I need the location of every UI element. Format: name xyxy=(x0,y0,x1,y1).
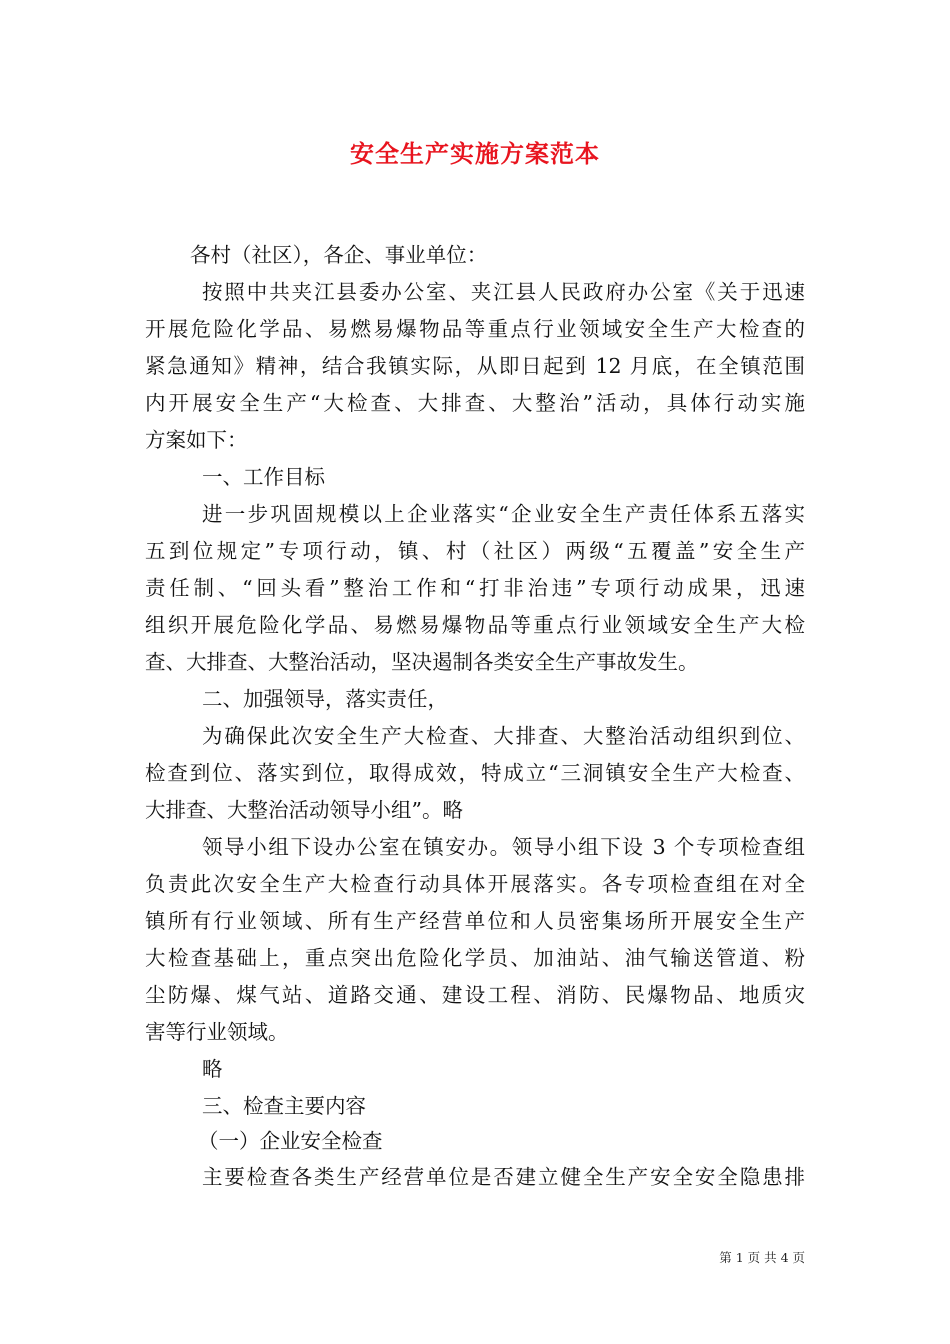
salutation: 各村（社区），各企、事业单位： xyxy=(190,243,488,267)
paragraph-line: 尘防爆、煤气站、道路交通、建设工程、消防、民爆物品、地质灾 xyxy=(145,983,805,1007)
paragraph-line: 负责此次安全生产大检查行动具体开展落实。各专项检查组在对全 xyxy=(145,872,805,896)
paragraph-line: 主要检查各类生产经营单位是否建立健全生产安全安全隐患排 xyxy=(202,1165,805,1189)
paragraph-line: 略 xyxy=(202,1057,223,1081)
paragraph-line: 大排查、大整治活动领导小组”。略 xyxy=(145,798,463,822)
paragraph-line: 查、大排查、大整治活动，坚决遏制各类安全生产事故发生。 xyxy=(145,650,699,674)
paragraph-line: 为确保此次安全生产大检查、大排查、大整治活动组织到位、 xyxy=(202,724,805,748)
paragraph-line: 进一步巩固规模以上企业落实“企业安全生产责任体系五落实 xyxy=(202,502,805,526)
page-number: 第 1 页 共 4 页 xyxy=(719,1250,805,1265)
paragraph-line: 紧急通知》精神，结合我镇实际，从即日起到 12 月底，在全镇范围 xyxy=(145,354,805,378)
paragraph-line: 方案如下： xyxy=(145,428,248,452)
paragraph-line: 检查到位、落实到位，取得成效，特成立“三洞镇安全生产大检查、 xyxy=(145,761,805,785)
paragraph-line: 责任制、“回头看”整治工作和“打非治违”专项行动成果，迅速 xyxy=(145,576,805,600)
paragraph-line: 内开展安全生产“大检查、大排查、大整治”活动，具体行动实施 xyxy=(145,391,805,415)
subsection-heading: （一）企业安全检查 xyxy=(198,1129,383,1153)
paragraph-line: 组织开展危险化学品、易燃易爆物品等重点行业领域安全生产大检 xyxy=(145,613,805,637)
document-title: 安全生产实施方案范本 xyxy=(350,139,600,168)
section-heading: 二、加强领导，落实责任， xyxy=(202,687,448,711)
section-heading: 一、工作目标 xyxy=(202,465,325,489)
paragraph-line: 害等行业领域。 xyxy=(145,1020,289,1044)
paragraph-line: 镇所有行业领域、所有生产经营单位和人员密集场所开展安全生产 xyxy=(145,909,805,933)
paragraph-line: 五到位规定”专项行动，镇、村（社区）两级“五覆盖”安全生产 xyxy=(145,539,805,563)
section-heading: 三、检查主要内容 xyxy=(202,1094,366,1118)
paragraph-line: 按照中共夹江县委办公室、夹江县人民政府办公室《关于迅速 xyxy=(202,280,805,304)
paragraph-line: 开展危险化学品、易燃易爆物品等重点行业领域安全生产大检查的 xyxy=(145,317,805,341)
paragraph-line: 领导小组下设办公室在镇安办。领导小组下设 3 个专项检查组 xyxy=(202,835,805,859)
paragraph-line: 大检查基础上，重点突出危险化学员、加油站、油气输送管道、粉 xyxy=(145,946,805,970)
